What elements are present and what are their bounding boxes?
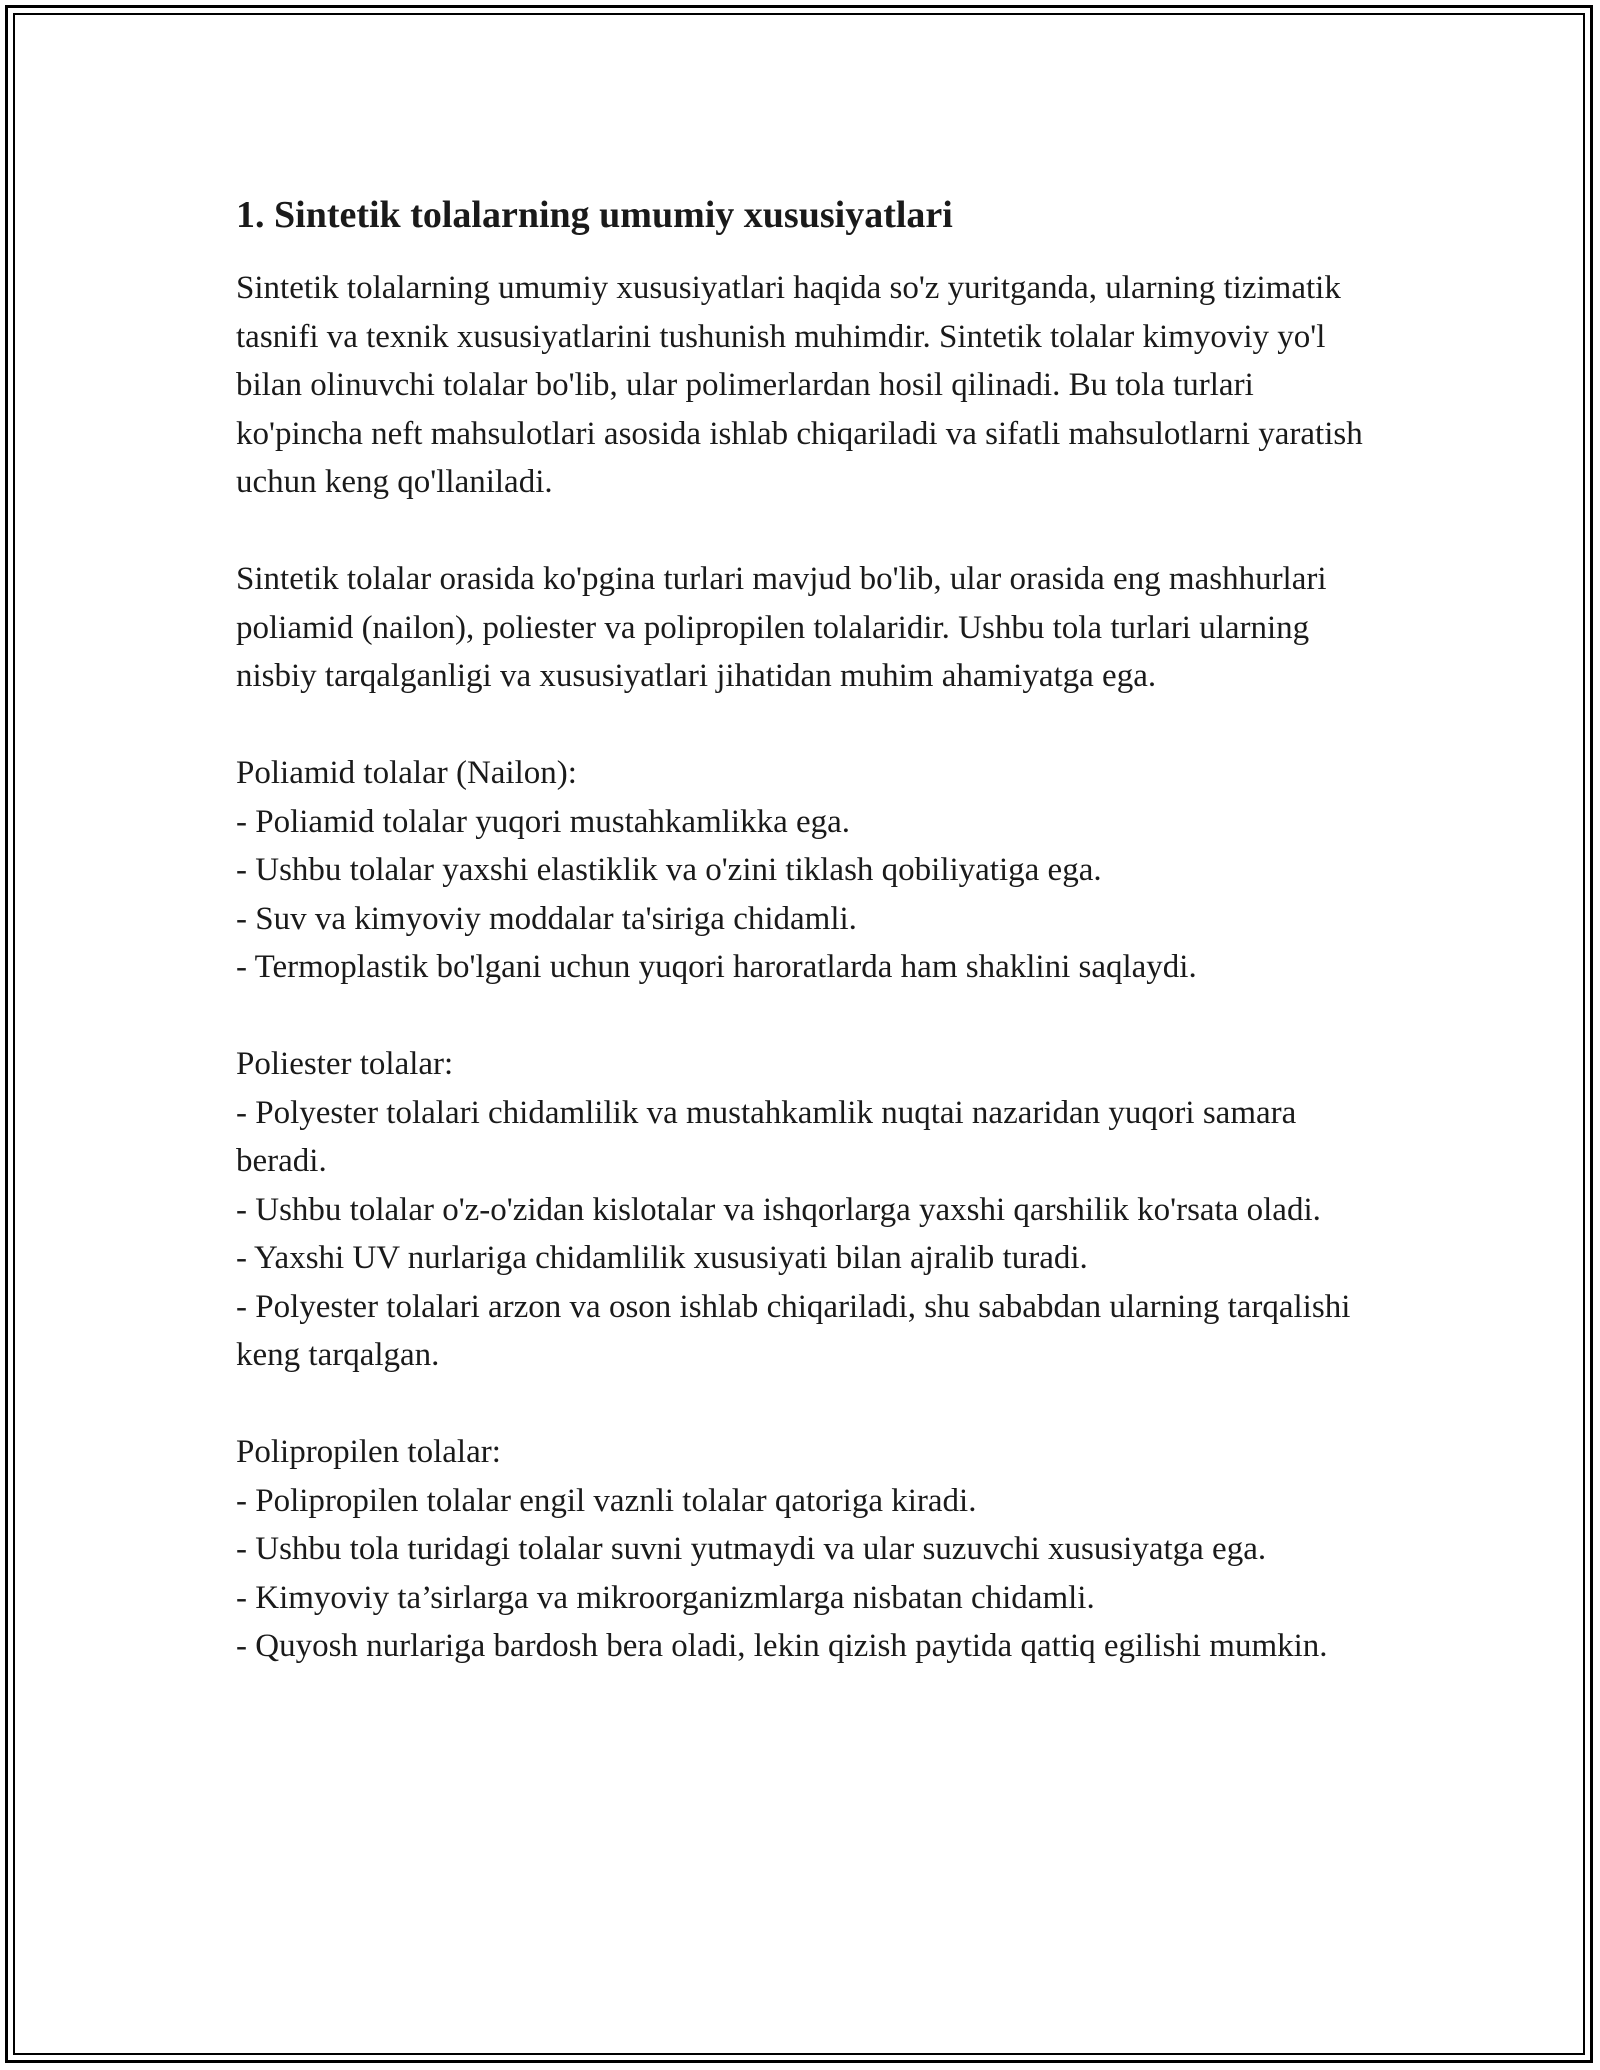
document-body xyxy=(236,186,1386,1671)
list-item: - Suv va kimyoviy moddalar ta'siriga chidamli. xyxy=(236,900,857,937)
intro-paragraph-1-block xyxy=(236,264,1386,507)
polypropylene-section xyxy=(236,1428,1386,1671)
list-item: - Quyosh nurlariga bardosh bera oladi, lekin qizish paytida qattiq egilishi mumkin. xyxy=(236,1628,1328,1664)
intro-paragraph-1: Sintetik tolalarning umumiy xususiyatlari haqida so'z yuritganda, ularning tizimatik tasnifi va texnik xususiyatlarini tushunish muhimdir. Sintetik tolalar kimyoviy yo'l bilan olinuvchi tolalar bo'lib, ular polimerlardan hosil qilinadi. Bu tola turlari ko'pincha neft mahsulotlari asosida ishlab chiqariladi va sifatli mahsulotlarni yaratish uchun keng qo'llaniladi. xyxy=(236,270,1363,500)
polyester-section xyxy=(236,1040,1386,1380)
section-heading: 1. Sintetik tolalarning umumiy xususiyatlari xyxy=(236,194,953,236)
list-item: - Poliamid tolalar yuqori mustahkamlikka ega. xyxy=(236,803,851,840)
polyester-title: Poliester tolalar: xyxy=(236,1046,454,1082)
list-item: - Yaxshi UV nurlariga chidamlilik xususiyati bilan ajralib turadi. xyxy=(236,1240,1088,1276)
polypropylene-title: Polipropilen tolalar: xyxy=(236,1434,501,1470)
list-item: - Ushbu tola turidagi tolalar suvni yutmaydi va ular suzuvchi xususiyatga ega. xyxy=(236,1531,1267,1567)
list-item: - Ushbu tolalar yaxshi elastiklik va o'zini tiklash qobiliyatiga ega. xyxy=(236,852,1102,888)
list-item: - Kimyoviy ta’sirlarga va mikroorganizmlarga nisbatan chidamli. xyxy=(236,1579,1095,1616)
list-item: - Ushbu tolalar o'z-o'zidan kislotalar va ishqorlarga yaxshi qarshilik ko'rsata oladi. xyxy=(236,1191,1321,1228)
polyamide-title: Poliamid tolalar (Nailon): xyxy=(236,755,577,791)
list-item: - Polyester tolalari arzon va oson ishlab chiqariladi, shu sababdan ularning tarqalishi keng tarqalgan. xyxy=(236,1288,1351,1373)
polyamide-section xyxy=(236,749,1386,992)
list-item: - Polyester tolalari chidamlilik va mustahkamlik nuqtai nazaridan yuqori samara beradi. xyxy=(236,1094,1297,1179)
list-item: - Termoplastik bo'lgani uchun yuqori haroratlarda ham shaklini saqlaydi. xyxy=(236,949,1197,985)
intro-paragraph-2-block xyxy=(236,555,1386,701)
intro-paragraph-2: Sintetik tolalar orasida ko'pgina turlari mavjud bo'lib, ular orasida eng mashhurlari poliamid (nailon), poliester va polipropilen tolalaridir. Ushbu tola turlari ularning nisbiy tarqalganligi va xususiyatlari jihatidan muhim ahamiyatga ega. xyxy=(236,561,1327,694)
list-item: - Polipropilen tolalar engil vaznli tolalar qatoriga kiradi. xyxy=(236,1482,977,1519)
